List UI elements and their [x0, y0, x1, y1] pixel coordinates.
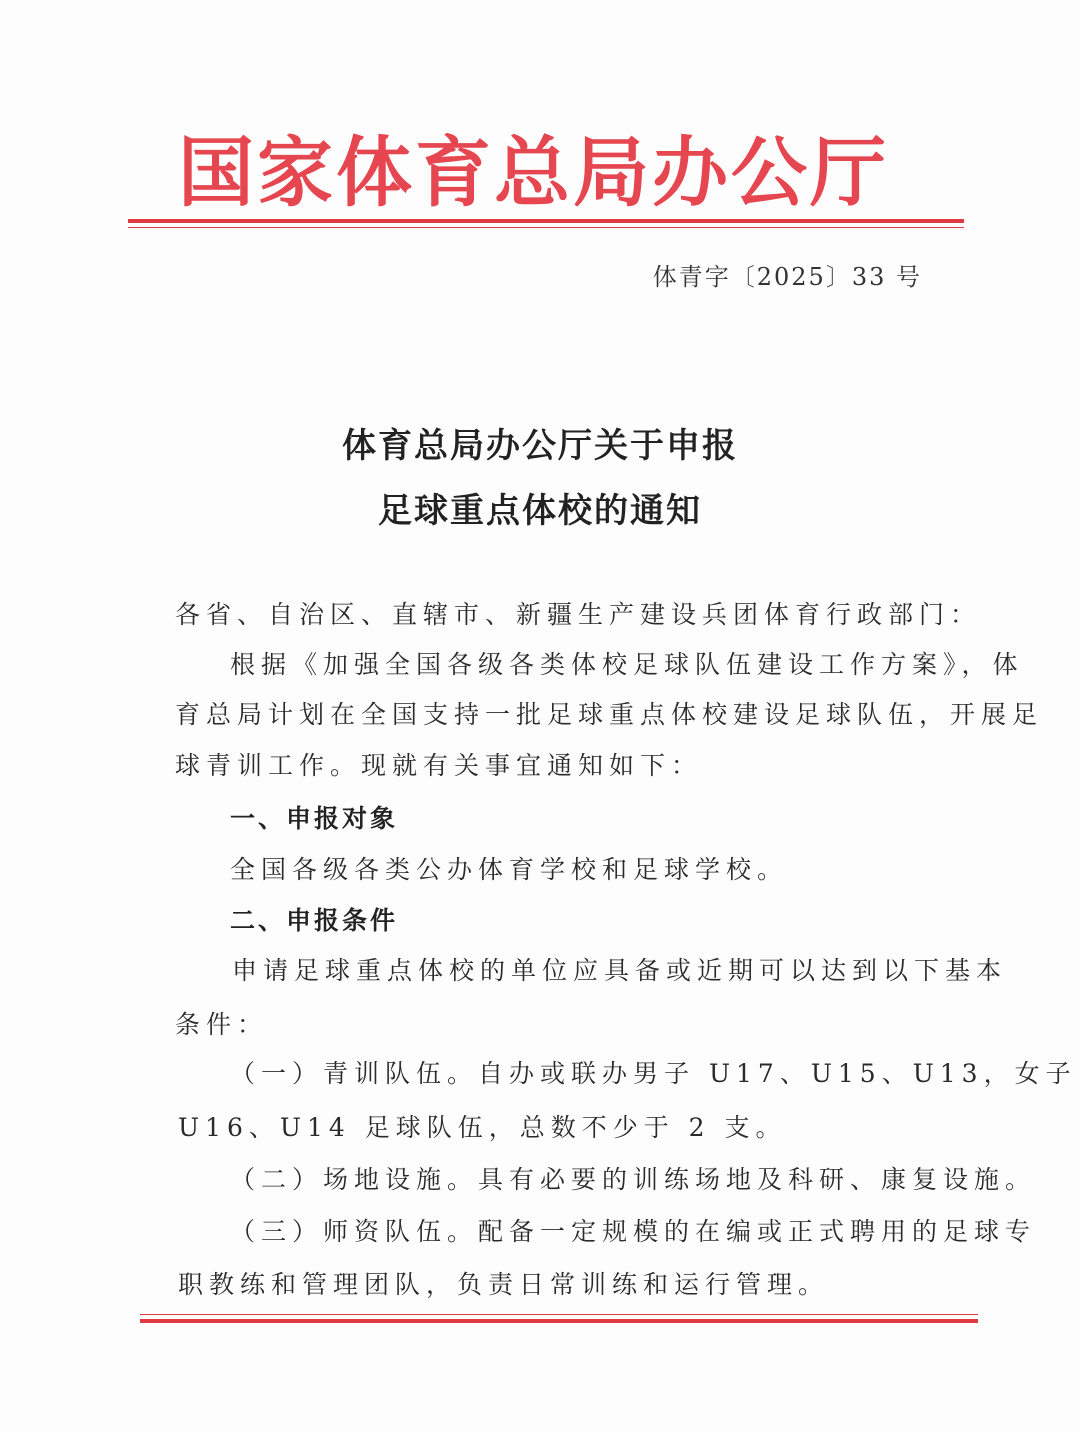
document-title-line-2: 足球重点体校的通知	[378, 491, 702, 531]
letterhead-rule-thick	[128, 219, 964, 223]
section-1-text: 全国各级各类公办体育学校和足球学校。	[230, 855, 789, 884]
document-title-line-1: 体育总局办公厅关于申报	[342, 426, 738, 466]
letterhead-rule-thin	[128, 227, 964, 228]
section-heading-2: 二、申报条件	[230, 906, 399, 935]
condition-item-3-line: 职教练和管理团队，负责日常训练和运行管理。	[178, 1270, 830, 1299]
intro-line: 根据《加强全国各级各类体校足球队伍建设工作方案》，体	[230, 650, 1024, 679]
footer-rule-thick	[140, 1319, 978, 1323]
condition-item-1-line: U16、U14 足球队伍，总数不少于 2 支。	[178, 1113, 787, 1142]
intro-line: 球青训工作。现就有关事宜通知如下：	[175, 751, 703, 780]
section-heading-1: 一、申报对象	[230, 804, 399, 833]
intro-line: 育总局计划在全国支持一批足球重点体校建设足球队伍，开展足	[175, 700, 1044, 729]
document-number: 体青字〔2025〕33 号	[652, 263, 922, 291]
section-2-intro-line: 条件：	[175, 1010, 269, 1039]
section-2-intro-line: 申请足球重点体校的单位应具备或近期可以达到以下基本	[232, 956, 1008, 985]
condition-item-2: （二）场地设施。具有必要的训练场地及科研、康复设施。	[230, 1165, 1037, 1194]
footer-rule-thin	[140, 1314, 978, 1315]
condition-item-1-line: （一）青训队伍。自办或联办男子 U17、U15、U13，女子	[230, 1059, 1077, 1088]
condition-item-3-line: （三）师资队伍。配备一定规模的在编或正式聘用的足球专	[230, 1217, 1037, 1246]
addressee: 各省、自治区、直辖市、新疆生产建设兵团体育行政部门：	[175, 600, 982, 629]
letterhead-title: 国家体育总局办公厅	[178, 128, 889, 217]
